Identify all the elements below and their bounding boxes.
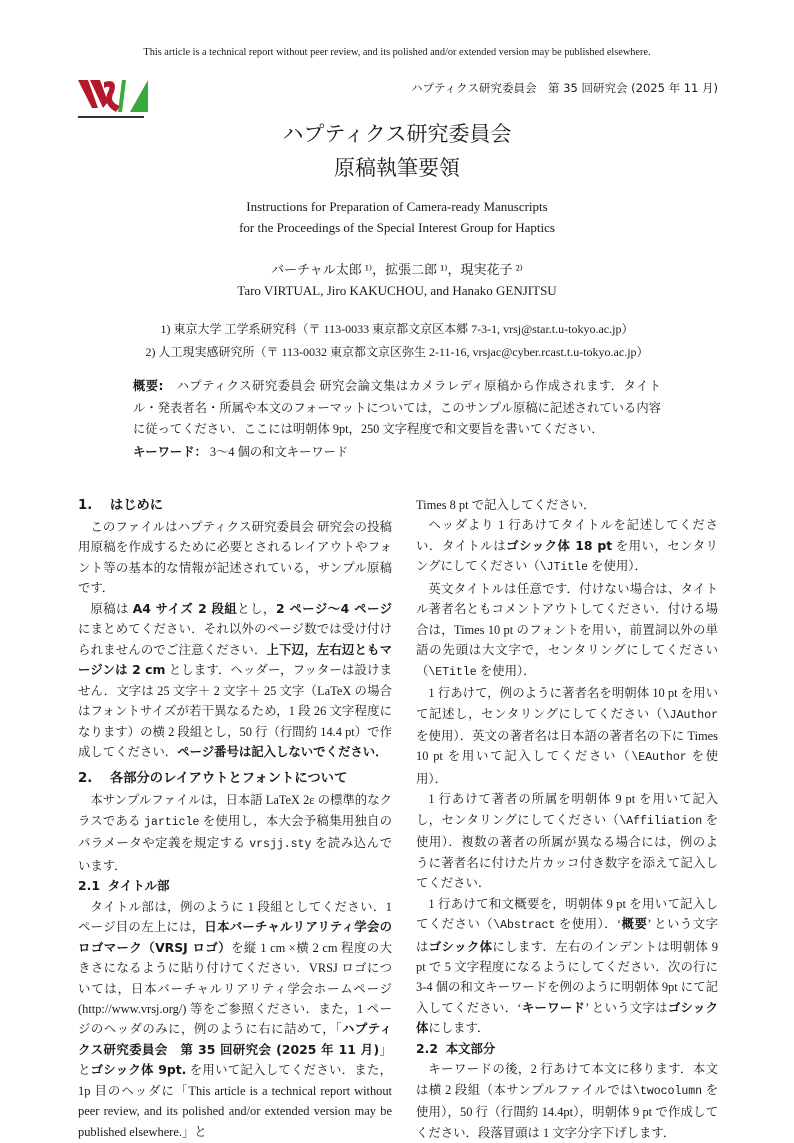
heading-number: 2.	[78, 771, 93, 787]
bold-text: 上下辺，左右辺ともマージンは 2 cm	[78, 641, 393, 678]
paragraph	[416, 789, 718, 893]
text-run: ヘッダより 1 行あけてタイトルを記述してください．タイトルは	[416, 518, 718, 553]
heading-number: 1.	[78, 498, 93, 513]
paragraph	[78, 517, 392, 599]
subsection-heading	[78, 876, 392, 896]
keywords	[133, 442, 348, 460]
paragraph	[416, 579, 718, 683]
text-run: とし，	[237, 601, 276, 616]
section-heading	[78, 495, 392, 517]
paragraph	[416, 683, 718, 789]
bold-text: ハプティクス研究委員会 第 35 回研究会 (2025 年 11 月)	[78, 1021, 392, 1057]
abstract	[133, 376, 661, 441]
text-run: 英文タイトルは任意です．付けない場合は、タイトル著者名ともコメントアウトしてください．付ける場合は，Times 10 pt のフォントを用い，前置詞以外の単語の先頭は大文字で，センタリングにしてください（	[416, 581, 718, 678]
text-run: 」と	[78, 1042, 393, 1078]
text-run: を使用），50 行（行間約 14.4pt），明朝体 9 pt で作成してください．段落冒頭は 1 文字分字下げします．	[416, 1082, 718, 1140]
text-run: を使用）．	[587, 559, 647, 574]
paragraph	[78, 599, 392, 763]
text-run: 1 行あけて，例のように著者名を明朝体 10 pt を用いて記述し，センタリングにしてください（	[416, 686, 718, 721]
subsection-heading	[416, 1039, 718, 1059]
bold-text: ゴシック体 9pt.	[90, 1062, 187, 1078]
bold-text: 概要	[621, 916, 648, 932]
text-run: を使用）．	[416, 749, 718, 786]
title-en-line-2: for the Proceedings of the Special Interest Group for Haptics	[239, 220, 555, 235]
paragraph	[78, 790, 392, 876]
heading-number: 2.1	[78, 878, 100, 894]
code-text: \ETitle	[428, 665, 477, 679]
keywords-label: キーワード：	[133, 445, 207, 459]
text-run: を縦 1 cm ×横 2 cm 程度の大きさになるように貼り付けてください．VRSJ ロゴについては，日本バーチャルリアリティ学会ホームページ (http://www.vrsj.org/) 等をご参照ください．また，1 ページのヘッダのみに，例のように右に詰めて，「	[78, 940, 392, 1037]
right-column	[416, 495, 718, 1143]
bold-text: A4 サイズ 2 段組	[132, 600, 238, 616]
text-run: を読み込んでいます．	[78, 836, 392, 873]
text-run: ’ という文字は	[585, 1000, 668, 1015]
heading-text: はじめに	[109, 498, 164, 513]
vrsj-logo	[78, 78, 150, 120]
code-text: \EAuthor	[631, 751, 687, 765]
heading-text: 各部分のレイアウトとフォントについて	[109, 771, 348, 787]
bold-text: 2 ページ〜4 ページ	[275, 600, 392, 616]
heading-text: 本文部分	[445, 1040, 496, 1056]
text-run: Times 8 pt で記入してください．	[416, 498, 596, 512]
text-run: タイトル部は，例のように 1 段組としてください．1 ページ目の左上には，	[78, 899, 392, 935]
text-run: 本サンプルファイルは，日本語 LaTeX 2ε の標準的なクラスである	[78, 793, 392, 828]
code-text: \Affiliation	[619, 814, 703, 828]
paragraph	[416, 515, 718, 578]
text-run: を用い，センタリングにしてください（	[416, 538, 718, 574]
heading-number: 2.2	[416, 1040, 438, 1056]
preprint-note: This article is a technical report without peer review, and its polished and/or extended version may be published elsewhere.	[143, 47, 651, 58]
code-text: \twocolumn	[633, 1084, 703, 1098]
title-en-line-1: Instructions for Preparation of Camera-ready Manuscripts	[246, 199, 548, 214]
text-run: にします．左右のインデントは明朝体 9 pt で 5 文字程度になるようにしてください．次の行に 3-4 個の和文キーワードを例のように明朝体 9pt にて記入してください．‘	[416, 939, 718, 1015]
text-run: を使用）．英文の著者名は日本語の著者名の下に Times 10 pt を用いて記入してください（	[416, 728, 718, 764]
title-ja-line-2: 原稿執筆要領	[334, 156, 460, 180]
bold-text: キーワード	[521, 999, 586, 1015]
bold-text: ゴシック体	[428, 938, 493, 954]
text-run: 1 行あけて和文概要を，明朝体 9 pt を用いて記入してください（	[416, 896, 718, 932]
affiliation-1: 1) 東京大学 工学系研究科（〒 113-0033 東京都文京区本郷 7-3-1, vrsj@star.t.u-tokyo.ac.jp）	[160, 322, 634, 336]
bold-text: ゴシック体 18 pt	[506, 537, 613, 553]
code-text: \Abstract	[493, 919, 556, 933]
code-text: \JAuthor	[662, 708, 718, 722]
text-run: を使用）．複数の著者の所属が異なる場合には，例のように著者名に付けた片カッコ付き数字を添えて記入してください．	[416, 812, 718, 891]
code-text: jarticle	[144, 815, 200, 829]
heading-text: タイトル部	[107, 878, 170, 894]
abstract-label: 概要:	[133, 379, 164, 393]
text-run: にまとめてください．それ以外のページ数では受け付けられませんのでご注意ください．	[78, 622, 392, 657]
code-text: \JTitle	[539, 561, 588, 575]
keywords-text: 3〜4 個の和文キーワード	[209, 445, 349, 459]
affiliation-2: 2) 人工現実感研究所（〒 113-0032 東京都文京区弥生 2-11-16, vrsjac@cyber.rcast.t.u-tokyo.ac.jp）	[145, 345, 649, 359]
text-run: とします．ヘッダー，フッターは設けません．文字は 25 文字＋ 2 文字＋ 25 文字（LaTeX の場合はフォントサイズが若干異なるため，1 段 26 文字程度になります）の横 2 段組とし，50 行（行間約 14.4 pt）で作成してください．	[78, 663, 392, 759]
text-run: ’ という文字は	[416, 917, 719, 954]
section-heading	[78, 768, 392, 790]
bold-text: ページ番号は記入しないでください．	[177, 743, 388, 759]
authors-en: Taro VIRTUAL, Jiro KAKUCHOU, and Hanako GENJITSU	[237, 283, 557, 298]
text-run: を使用）．	[476, 663, 536, 678]
paragraph	[416, 495, 718, 515]
conference-header: ハプティクス研究委員会 第 35 回研究会 (2025 年 11 月)	[411, 81, 718, 95]
code-text: vrsjj.sty	[249, 838, 312, 852]
authors-ja: バーチャル太郎 ¹⁾，拡張二郎 ¹⁾，現実花子 ²⁾	[271, 262, 523, 277]
text-run: を使用し，本大会予稿集用独自のパラメータや定義を規定する	[78, 813, 392, 851]
left-column	[78, 495, 392, 1142]
text-run: キーワードの後，2 行あけて本文に移ります．本文は横 2 段組（本サンプルファイルでは	[416, 1062, 718, 1097]
text-run: にします．	[428, 1021, 490, 1036]
text-run: を使用）．‘	[555, 917, 622, 932]
title-ja-line-1: ハプティクス研究委員会	[282, 122, 512, 146]
abstract-text: ハプティクス研究委員会 研究会論文集はカメラレディ原稿から作成されます．タイトル・発表者名・所属や本文のフォーマットについては，このサンプル原稿に記述されている内容に従ってください．ここには明朝体 9pt，250 文字程度で和文要旨を書いてください．	[133, 379, 661, 436]
paragraph	[416, 1059, 718, 1143]
text-run: 1 行あけて著者の所属を明朝体 9 pt を用いて記入し，センタリングにしてください（	[416, 792, 718, 827]
text-run: 原稿は	[90, 601, 133, 616]
paragraph	[416, 894, 718, 1039]
bold-text: 日本バーチャルリアリティ学会のロゴマーク（VRSJ ロゴ）	[78, 919, 392, 955]
paragraph	[78, 897, 392, 1142]
bold-text: ゴシック体	[416, 999, 718, 1036]
text-run: このファイルはハプティクス研究委員会 研究会の投稿用原稿を作成するために必要とされるレイアウトやフォント等の基本的な情報が記述されている，サンプル原稿です．	[78, 520, 392, 596]
text-run: を用いて記入してください．また，1p 目のヘッダに「This article is a technical report without peer review, and its polished and/or extended version may be published elsewhere.」と	[78, 1063, 392, 1139]
